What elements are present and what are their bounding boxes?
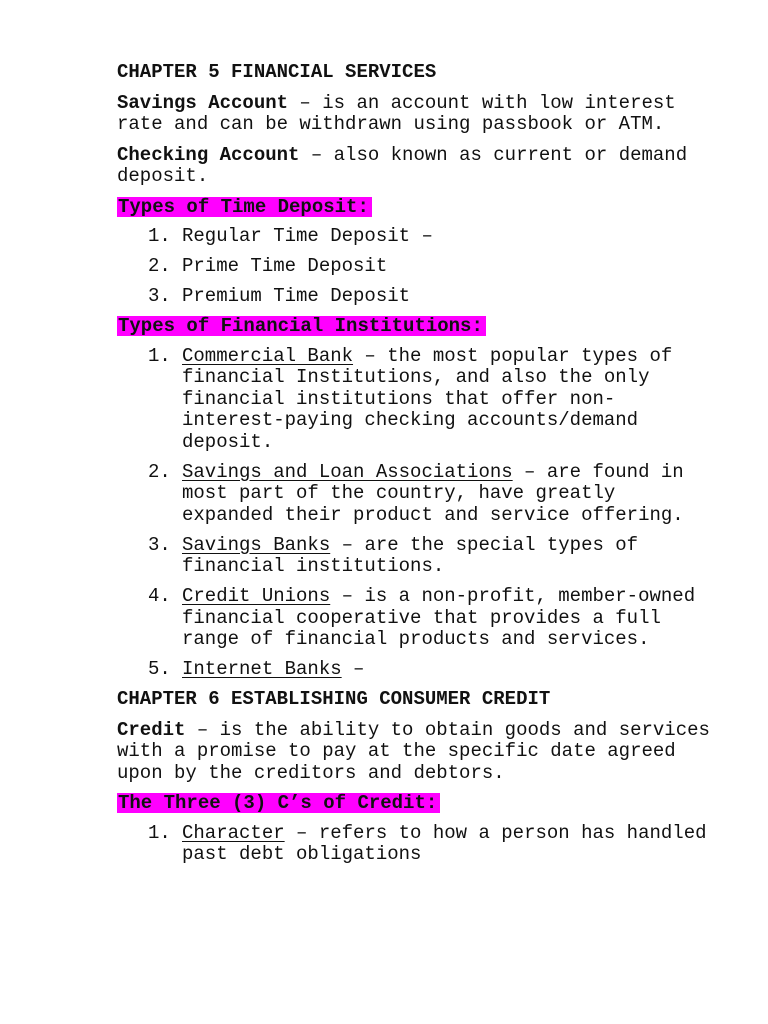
list-number: 3. (148, 285, 171, 307)
three-cs-heading: The Three (3) C’s of Credit: (117, 793, 440, 813)
institutions-heading: Types of Financial Institutions: (117, 316, 486, 336)
list-item (117, 256, 717, 278)
list-text: – (341, 658, 365, 680)
list-term: Commercial Bank (182, 344, 354, 367)
list-text: – refers to how a person has handled past debt obligations (182, 821, 707, 865)
list-number: 4. (148, 585, 171, 607)
list-item (117, 586, 717, 651)
list-number: 2. (148, 460, 171, 483)
list-text: Premium Time Deposit (182, 285, 411, 307)
checking-account-text: – also known as current or demand deposit. (117, 143, 688, 187)
list-item (117, 823, 717, 866)
document-page (117, 62, 717, 874)
list-number: 1. (148, 225, 171, 247)
list-item (117, 226, 717, 248)
list-term: Savings Banks (182, 533, 331, 556)
list-term: Internet Banks (182, 658, 342, 680)
list-term: Character (182, 821, 285, 844)
savings-account-text: – is an account with low interest rate and can be withdrawn using passbook or ATM. (117, 91, 676, 135)
credit-definition (117, 720, 717, 785)
savings-account-term: Savings Account (117, 91, 289, 114)
list-text: Prime Time Deposit (182, 255, 388, 277)
time-deposit-heading: Types of Time Deposit: (117, 197, 372, 217)
institutions-list (117, 346, 717, 681)
chapter-6-title: CHAPTER 6 ESTABLISHING CONSUMER CREDIT (117, 688, 551, 710)
list-item (117, 659, 717, 681)
list-number: 5. (148, 658, 171, 680)
list-item (117, 346, 717, 454)
list-number: 1. (148, 821, 171, 844)
list-text: – is a non-profit, member-owned financial cooperative that provides a full range of financial products and services. (182, 585, 696, 650)
list-text: – are found in most part of the country, have greatly expanded their product and service offering. (182, 460, 684, 526)
list-number: 3. (148, 533, 171, 556)
three-cs-heading-row (117, 793, 717, 815)
checking-account-definition (117, 145, 717, 188)
list-text: – the most popular types of financial Institutions, and also the only financial institutions that offer non-interest-paying checking accounts/demand deposit. (182, 344, 673, 453)
savings-account-definition (117, 93, 717, 136)
three-cs-list (117, 823, 717, 866)
institutions-heading-row (117, 316, 717, 338)
list-item (117, 462, 717, 527)
list-text: – are the special types of financial institutions. (182, 533, 639, 577)
list-number: 2. (148, 255, 171, 277)
list-term: Credit Unions (182, 585, 331, 607)
credit-text: – is the ability to obtain goods and services with a promise to pay at the specific date agreed upon by the creditors and debtors. (117, 718, 710, 784)
checking-account-term: Checking Account (117, 143, 300, 166)
credit-term: Credit (117, 718, 186, 741)
list-term: Savings and Loan Associations (182, 460, 513, 483)
time-deposit-heading-row (117, 197, 717, 219)
time-deposit-list (117, 226, 717, 308)
list-text: Regular Time Deposit – (182, 225, 433, 247)
list-item (117, 286, 717, 308)
list-number: 1. (148, 344, 171, 367)
list-item (117, 535, 717, 578)
chapter-5-title: CHAPTER 5 FINANCIAL SERVICES (117, 61, 437, 83)
